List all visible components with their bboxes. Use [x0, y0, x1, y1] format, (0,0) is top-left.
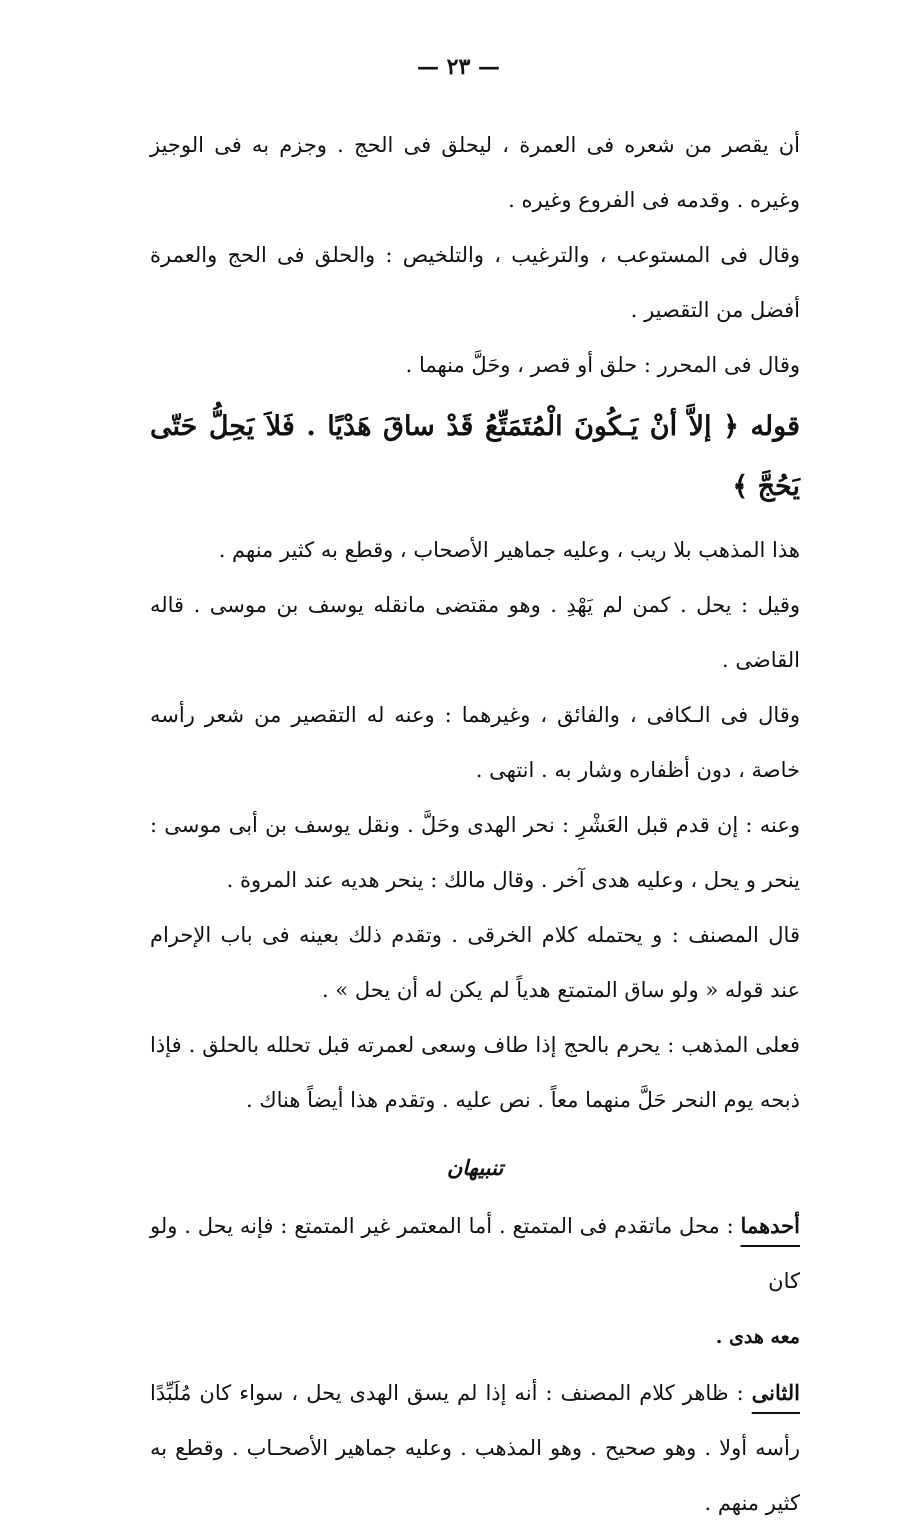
- paragraph-8: قال المصنف : و يحتمله كلام الخرقى . وتقدم ذلك بعينه فى باب الإحرام عند قوله « ولو ساق المتمتع هدياً لم يكن له أن يحل » .: [150, 923, 800, 1002]
- note-1-tail: معه هدى .: [715, 1326, 800, 1348]
- paragraph-6: وقال فى الـكافى ، والفائق ، وغيرهما : وعنه له التقصير من شعر رأسه خاصة ، دون أظفاره وشار به . انتهى .: [150, 703, 800, 782]
- paragraph-1: أن يقصر من شعره فى العمرة ، ليحلق فى الحج . وجزم به فى الوجيز وغيره . وقدمه فى الفروع وغيره .: [150, 133, 800, 212]
- paragraph-9: فعلى المذهب : يحرم بالحج إذا طاف وسعى لعمرته قبل تحلله بالحلق . فإذا ذبحه يوم النحر حَلَّ منهما معاً . نص عليه . وتقدم هذا أيضاً هناك .: [150, 1033, 800, 1112]
- page-number: — ٢٣ —: [417, 54, 500, 80]
- note-2-lead: الثانى: [751, 1380, 800, 1405]
- quran-verse: ﴿ إلاَّ أنْ يَـكُونَ الْمُتَمَتِّعُ قَدْ ساقَ هَدْيًا . فَلاَ يَحِلُّ حَتّى يَحُجَّ ﴾: [150, 411, 800, 502]
- paragraph-3: وقال فى المحرر : حلق أو قصر ، وحَلَّ منهما .: [405, 353, 800, 377]
- note-1-text: : محل ماتقدم فى المتمتع . أما المعتمر غير المتمتع : فإنه يحل . ولو كان: [150, 1214, 800, 1293]
- note-1-lead: أحدهما: [740, 1213, 800, 1238]
- paragraph-5: وقيل : يحل . كمن لم يَهْدِ . وهو مقتضى مانقله يوسف بن موسى . قاله القاضى .: [150, 593, 800, 672]
- paragraph-7: وعنه : إن قدم قبل العَشْرِ : نحر الهدى وحَلَّ . ونقل يوسف بن أبى موسى : ينحر و يحل ، وعليه هدى آخر . وقال مالك : ينحر هديه عند المروة .: [150, 813, 800, 892]
- note-2: [150, 1365, 800, 1531]
- quran-quote: [150, 397, 800, 517]
- note-2-text: : ظاهر كلام المصنف : أنه إذا لم يسق الهدى يحل ، سواء كان مُلَبِّدًا رأسه أولا . وهو صحيح . وهو المذهب . وعليه جماهير الأصحـاب . وقطع به كثير منهم .: [150, 1381, 800, 1515]
- body-text: [150, 118, 800, 1531]
- paragraph-4: هذا المذهب بلا ريب ، وعليه جماهير الأصحاب ، وقطع به كثير منهم .: [218, 538, 800, 562]
- paragraph-2: وقال فى المستوعب ، والترغيب ، والتلخيص : والحلق فى الحج والعمرة أفضل من التقصير .: [150, 243, 800, 322]
- quran-lead: قوله: [750, 411, 800, 442]
- note-1: [150, 1198, 800, 1365]
- section-heading: تنبيهان: [446, 1155, 504, 1180]
